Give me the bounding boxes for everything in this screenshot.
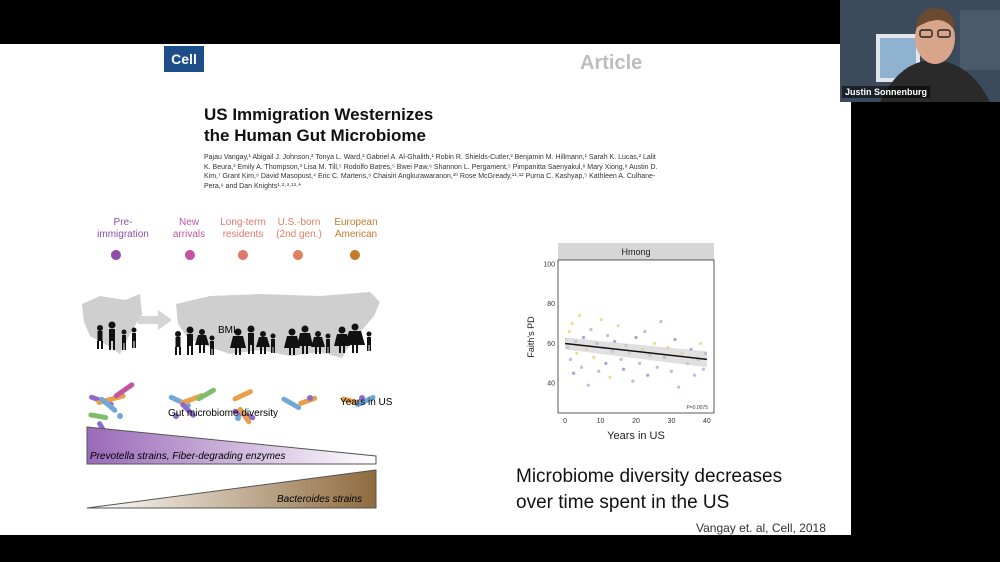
data-point — [609, 376, 612, 379]
years-in-us-label: Years in US — [340, 397, 393, 408]
x-tick-label: 10 — [596, 418, 605, 425]
data-point — [659, 320, 662, 323]
prevotella-label: Prevotella strains, Fiber-degrading enzymes — [90, 451, 286, 462]
paper-title — [204, 104, 504, 146]
data-point — [643, 330, 646, 333]
label-new-arrivals — [160, 217, 218, 241]
data-point — [582, 336, 585, 339]
label-long-term — [212, 217, 274, 241]
label-us-born-line2: (2nd gen.) — [276, 229, 322, 240]
cell-journal-logo: Cell — [164, 46, 204, 72]
y-tick-label: 40 — [547, 380, 555, 388]
label-us-born-line1: U.S.-born — [277, 217, 321, 228]
data-point — [578, 314, 581, 317]
label-european-american — [326, 217, 386, 241]
data-point — [589, 328, 592, 331]
data-point — [653, 342, 656, 345]
slide-caption — [516, 464, 846, 516]
author-list: Pajau Vangay,¹ Abigail J. Johnson,² Tonya L. Ward,² Gabriel A. Al-Ghalith,¹ Robin R. Shields-Cutler,² Benjamin M. Hillmann,¹ Sarah K. Lucas,² Lalit K. Beura,³ Emily A. Thompson,³ Lisa M. Till,⁵ Rodolfo Batres,⁵ Bwei Paw,⁶ Shannon L. Pergament,⁵ Pimpanitta Saenyakul,⁸ Mary Xiong,⁸ Austin D. Kim,⁷ Grant Kim,⁹ David Masopust,⁴ Eric C. Martens,⁹ Chaisiri Angkurawaranon,¹⁰ Rose McGready,¹¹·¹² Purna C. Kashyap,⁵ Kathleen A. Culhane-Pera,⁶ and Dan Knights¹·²·³·¹³·* — [204, 154, 658, 190]
gut-diversity-label: Gut microbiome diversity — [168, 408, 279, 419]
data-point — [646, 374, 649, 377]
label-new-arrivals-line2: arrivals — [172, 229, 206, 240]
data-point — [572, 372, 575, 375]
arrow-icon — [138, 310, 172, 330]
y-tick-label: 60 — [547, 340, 555, 348]
label-pre-immigration — [88, 217, 158, 241]
paper-title-line1: US Immigration Westernizes — [204, 105, 434, 124]
data-point — [656, 366, 659, 369]
label-european-american-line1: European — [334, 217, 378, 228]
bacteroides-label: Bacteroides strains — [277, 494, 363, 505]
x-tick-label: 20 — [632, 418, 640, 425]
y-tick-label: 100 — [543, 261, 555, 269]
x-tick-label: 0 — [563, 418, 568, 425]
bmi-label: BMI — [218, 325, 236, 336]
data-point — [606, 334, 609, 337]
x-axis-label: Years in US — [607, 430, 665, 442]
data-point — [587, 384, 590, 387]
x-tick-label: 40 — [703, 418, 711, 425]
x-tick-label: 30 — [667, 418, 676, 425]
panel-title: Hmong — [621, 247, 651, 257]
data-point — [575, 352, 578, 355]
faiths-pd-scatter-chart — [520, 239, 720, 449]
label-new-arrivals-line1: New — [178, 217, 199, 228]
label-long-term-line2: residents — [222, 229, 264, 240]
data-point — [702, 368, 705, 371]
data-point — [670, 370, 673, 373]
data-point — [634, 336, 637, 339]
caption-line2: over time spent in the US — [516, 492, 730, 513]
map-pin-icons — [111, 250, 360, 260]
label-long-term-line1: Long-term — [220, 217, 266, 228]
label-european-american-line2: American — [334, 229, 378, 240]
data-point — [693, 374, 696, 377]
data-point — [600, 318, 603, 321]
data-point — [617, 324, 620, 327]
data-point — [622, 368, 625, 371]
data-point — [592, 356, 595, 359]
us-map — [176, 292, 380, 358]
data-point — [699, 342, 702, 345]
data-point — [580, 366, 583, 369]
data-point — [597, 370, 600, 373]
presentation-slide — [0, 44, 851, 535]
label-us-born — [270, 217, 328, 241]
caption-line1: Microbiome diversity decreases — [516, 466, 783, 487]
data-point — [604, 362, 607, 365]
data-point — [673, 338, 676, 341]
y-tick-label: 80 — [547, 301, 555, 309]
p-value-annotation: P=0.0075 — [686, 405, 708, 411]
data-point — [677, 386, 680, 389]
data-point — [569, 358, 572, 361]
y-axis-label: Faith's PD — [526, 316, 536, 358]
data-point — [620, 358, 623, 361]
data-point — [571, 322, 574, 325]
article-label: Article — [580, 52, 643, 74]
label-pre-immigration-line2: immigration — [97, 229, 149, 240]
data-point — [631, 380, 634, 383]
data-point — [638, 362, 641, 365]
data-point — [568, 330, 571, 333]
presenter-name: Justin Sonnenburg — [842, 86, 930, 98]
citation: Vangay et. al, Cell, 2018 — [696, 521, 826, 535]
paper-title-line2: the Human Gut Microbiome — [204, 126, 426, 145]
label-pre-immigration-line1: Pre- — [113, 217, 133, 228]
